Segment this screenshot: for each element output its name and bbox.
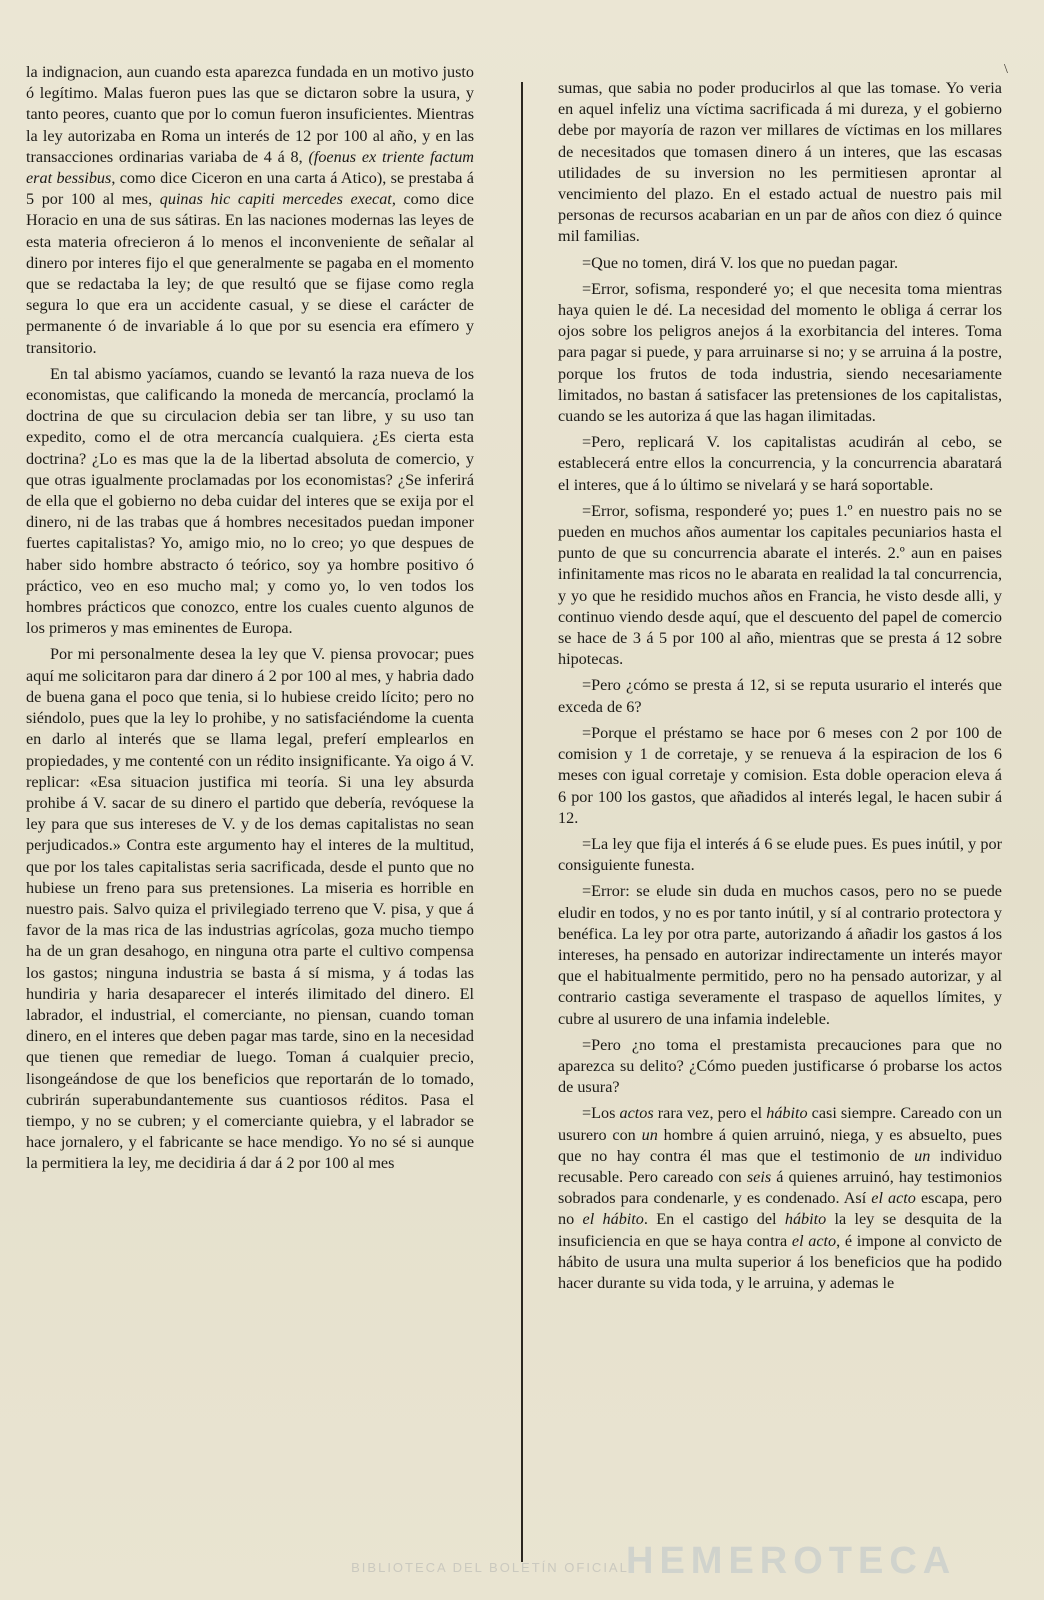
right-paragraph-3: =Error, sofisma, responderé yo; el que necesita toma mientras haya quien le dé. La necesidad del momento le obliga á cerrar los ojos sobre los peligros anejos á la exorbitancia del interes. Toma para pagar si puede, y para arruinarse si no; y se arruina á la postre, porque los frutos de toda industria, siendo necesariamente limitados, no bastan á satisfacer las pretensiones de los capitalistas, cuando se les autoriza á que las hagan ilimitadas. [558,279,1002,426]
right-paragraph-10: =Pero ¿no toma el prestamista precauciones para que no aparezca su delito? ¿Cómo pueden justificarse ó probarse los actos de usura? [558,1035,1002,1097]
library-stamp: BIBLIOTECA DEL BOLETÍN OFICIAL [351,1560,629,1575]
right-paragraph-7: =Porque el préstamo se hace por 6 meses con 2 por 100 de comision y 1 de corretaje, y se renueva á la espiracion de los 6 meses con igual corretaje y comision. Esta doble operacion eleva á 6 por 100 los gastos, que añadidos al interés legal, le hacen subir á 12. [558,723,1002,827]
left-column [26,62,474,1175]
right-paragraph-9: =Error: se elude sin duda en muchos casos, pero no se puede eludir en todos, y no es por tanto inútil, y sí al contrario protectora y benéfica. La ley por otra parte, autorizando á añadir los gastos á los intereses, ha pensado en autorizar indirectamente un interés mayor que el habitualmente permitido, pero no ha pensado autorizar, y al contrario castiga severamente el traspaso de aquellos límites, y cubre al usurero de una infamia indeleble. [558,882,1002,1028]
latin-quote-cicero: (foenus ex triente factum erat bessibus [26,147,474,188]
right-paragraph-5: =Error, sofisma, responderé yo; pues 1.º en nuestro pais no se pueden en muchos años aumentar los capitales pecuniarios hasta el punto de que su concurrencia abarate el interés. 2.º aun en paises infinitamente mas ricos no le abarata en realidad la tal concurrencia, y yo que he residido muchos años en Francia, he visto desde alli, y continuo viendo desde aquí, que el descuento del papel de comercio se hace de 3 á 5 por 100 al año, mientras que se presta á 12 sobre hipotecas. [558,501,1002,669]
right-paragraph-6: =Pero ¿cómo se presta á 12, si se reputa usurario el interés que exceda de 6? [558,676,1002,716]
archive-watermark: HEMEROTECA [626,1540,957,1582]
latin-quote-horace: quinas hic capiti mercedes execat [159,190,392,209]
column-divider [521,82,523,1562]
right-column [558,78,1002,1294]
right-paragraph-1: sumas, que sabia no poder producirlos al que las tomase. Yo veria en aquel infeliz una víctima sacrificada á mi dureza, y el gobierno debe por mayoría de razon ver millares de víctimas en los millares de necesitados que tomasen dinero á un interes, que las escasas utilidades de su inversion no les permitiesen aprontar al vencimiento del plazo. En el estado actual de nuestro pais mil personas de recursos acabarian en un par de años con diez ó quince mil familias. [558,79,1002,246]
left-paragraph-1: la indignacion, aun cuando esta aparezca fundada en un motivo justo ó legítimo. Malas fueron pues las que se dictaron sobre la usura, y tanto peores, cuanto que por lo comun fueron insuficientes. Mientras la ley autorizaba en Roma un interés de 12 por 100 al año, y en las transacciones ordinarias variaba de 4 á 8, (foenus ex triente factum erat bessibus, como dice Ciceron en una carta á Atico), se prestaba á 5 por 100 al mes, quinas hic capiti mercedes execat, como dice Horacio en una de sus sátiras. En las naciones modernas las leyes de esta materia ofrecieron á lo menos el inconveniente de señalar al dinero por interes fijo el que generalmente se pagaba en el momento que se redactaba la ley; de que resultó que se fijase como regla segura lo que era un accidente casual, y se diese el carácter de permanente ó de invariable á lo que por su esencia era efímero y transitorio. [26,63,474,357]
right-paragraph-8: =La ley que fija el interés á 6 se elude pues. Es pues inútil, y por consiguiente funesta. [558,834,1002,875]
margin-mark: \ [1004,62,1008,77]
left-paragraph-3: Por mi personalmente desea la ley que V. piensa provocar; pues aquí me solicitaron para dar dinero á 2 por 100 al mes, y habria dado de buena gana el poco que tenia, si lo hubiese creido lícito; pero no siéndolo, pues que la ley lo prohibe, y no satisfaciéndome la cuenta en darlo al interés que se llama legal, preferí emplearlos en propiedades, y me contenté con un rédito insignificante. Ya oigo á V. replicar: «Esa situacion justifica mi teoría. Si una ley absurda prohibe á V. sacar de su dinero el partido que debería, revóquese la ley para que sus intereses de V. y de los demas capitalistas no sean perjudicados.» Contra este argumento hay el interes de la multitud, que por los tales capitalistas seria sacrificada, desde el punto que no hubiese un freno para sus pretensiones. La miseria es horrible en nuestro pais. Salvo quiza el privilegiado terreno que V. pisa, y que á favor de la mas rica de las industrias agrícolas, goza mucho tiempo ha de un gran desahogo, en ninguna otra parte el cultivo compensa los gastos; ninguna industria se basta á sí misma, y á todas las hundiria y haria desaparecer el interés ilimitado del dinero. El labrador, el industrial, el comerciante, no piensan, cuando toman dinero, en el interes que deben pagar mas tarde, sino en la necesidad que tienen que remediar de luego. Toman á cualquier precio, lisongeándose de que los beneficios que reportarán de lo tomado, cubrirán superabundantemente sus cuantiosos réditos. Pasa el tiempo, y no se cubren; y el comerciante quiebra, y el labrador se hace jornalero, y el fabricante se hace mendigo. Yo no sé si aunque la permitiera la ley, me decidiria á dar á 2 por 100 al mes [26,645,474,1173]
left-paragraph-2: En tal abismo yacíamos, cuando se levantó la raza nueva de los economistas, que calificando la moneda de mercancía, proclamó la doctrina de que su circulacion debia ser tan libre, y su uso tan expedito, como el de otra mercancía cualquiera. ¿Es cierta esta doctrina? ¿Lo es mas que la de la libertad absoluta de comercio, y que otras igualmente proclamadas por los economistas? ¿Se inferirá de ella que el gobierno no deba cuidar del interes que se exija por el dinero, ni de las trabas que á hombres necesitados puedan imponer fuertes capitalistas? Yo, amigo mio, no lo creo; yo que despues de haber sido hombre abstracto ó teórico, soy ya hombre positivo ó práctico, veo en eso mucho mal; y como yo, lo ven todos los hombres prácticos que conozco, entre los cuales cuento algunos de los primeros y mas eminentes de Europa. [26,364,474,638]
right-paragraph-2: =Que no tomen, dirá V. los que no puedan pagar. [582,253,899,272]
right-paragraph-11: =Los actos rara vez, pero el hábito casi siempre. Careado con un usurero con un hombre á quien arruinó, niega, y es absuelto, pues que no hay contra él mas que el testimonio de un individuo recusable. Pero careado con seis á quienes arruinó, hay testimonios sobrados para condenarle, y es condenado. Así el acto escapa, pero no el hábito. En el castigo del hábito la ley se desquita de la insuficiencia en que se haya contra el acto, é impone al convicto de hábito de usura una multa superior á los beneficios que ha podido hacer durante su vida toda, y le arruina, y ademas le [558,1104,1003,1292]
right-paragraph-4: =Pero, replicará V. los capitalistas acudirán al cebo, se establecerá entre ellos la concurrencia, y la concurrencia abaratará el interes, que á lo último se nivelará y se hará soportable. [558,433,1002,494]
